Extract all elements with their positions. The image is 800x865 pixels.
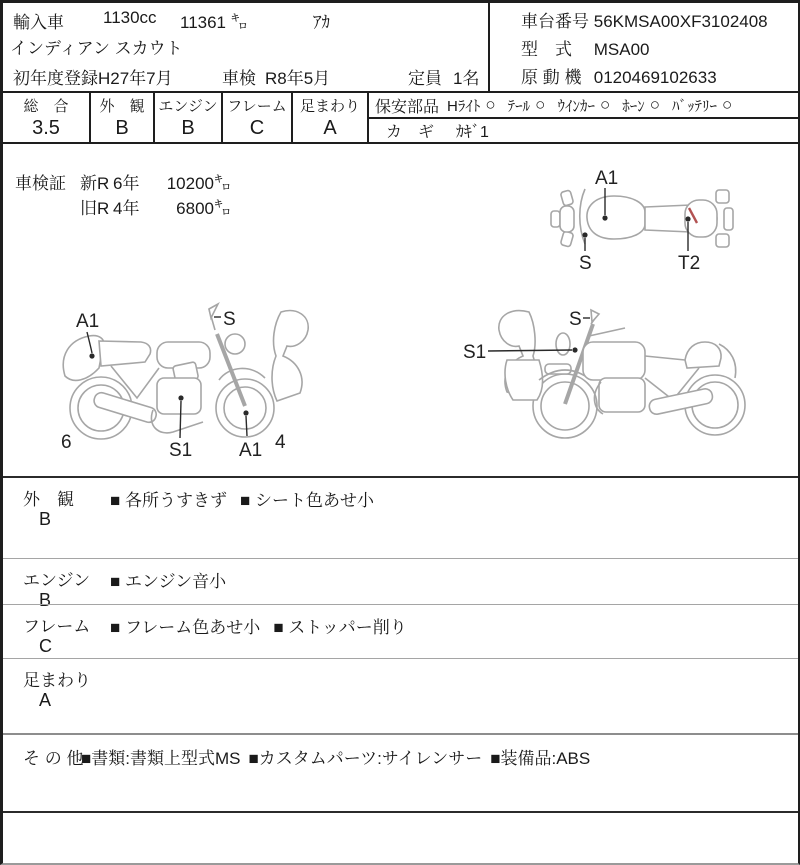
section-label: フレーム — [23, 617, 91, 636]
fender-top — [545, 364, 571, 374]
section-notes — [110, 567, 226, 592]
grade-exterior-value: B — [115, 117, 129, 139]
grade-undercarriage-value: A — [323, 117, 337, 139]
rear-peg-left — [716, 190, 729, 203]
front-hub — [551, 211, 560, 227]
seat-hump — [685, 342, 721, 368]
section-grade: A — [39, 690, 52, 710]
chassis-number: 56KMSA00XF3102408 — [593, 12, 768, 31]
mirror — [209, 304, 218, 318]
displacement: 1130cc — [103, 8, 157, 27]
section-notes — [81, 744, 590, 769]
mirror — [591, 310, 599, 322]
grade-exterior-label: 外 観 — [99, 98, 145, 115]
left-view-label-a1-front: A1 — [239, 440, 263, 461]
status-circle-icon: ○ — [485, 95, 496, 114]
section-other — [3, 733, 798, 811]
grade-table — [3, 91, 798, 144]
engine — [599, 378, 645, 412]
rear-cowl — [63, 336, 103, 381]
saddlebag — [505, 360, 543, 400]
grade-undercarriage — [293, 93, 369, 142]
safety-item-horn — [622, 95, 660, 116]
section-label: 外 観 — [23, 490, 74, 509]
tread-depth-front: 4 — [275, 432, 286, 453]
note-item: ■ シート色あせ小 — [240, 491, 374, 510]
cert-old-label: 旧R — [80, 199, 110, 218]
status-circle-icon: ○ — [535, 95, 546, 114]
safety-parts-label: 保安部品 — [375, 98, 440, 116]
rear-fender — [719, 344, 736, 378]
engine-no-value: 0120469102633 — [593, 68, 717, 87]
header-right — [488, 3, 798, 91]
model-name: インディアン スカウト — [10, 39, 183, 58]
key-value: ｶｷﾞ1 — [456, 124, 489, 141]
left-view-label-s1: S1 — [169, 440, 193, 461]
section-grade: B — [39, 590, 52, 610]
section-empty — [3, 811, 798, 865]
rear-peg-right — [716, 234, 729, 247]
left-view-body — [63, 304, 308, 439]
top-view-label-a1: A1 — [595, 168, 619, 189]
mirror-right — [560, 231, 573, 247]
header-left — [3, 3, 488, 91]
section-notes — [110, 613, 407, 638]
rear-end — [724, 208, 733, 230]
grade-frame — [223, 93, 293, 142]
safety-item-name: Hﾗｲﾄ — [447, 97, 481, 115]
seat — [99, 341, 151, 366]
inspection-label: 車検 — [222, 69, 256, 88]
engine-no-label: 原 動 機 — [521, 68, 582, 87]
safety-item-name: ｳｲﾝｶｰ — [557, 97, 595, 115]
cert-label: 車検証 — [15, 174, 66, 193]
capacity-value: 1名 — [453, 69, 480, 88]
safety-item-name: ﾊﾞｯﾃﾘｰ — [672, 97, 718, 115]
top-view-body — [551, 189, 733, 247]
section-engine — [3, 558, 798, 610]
grade-overall — [3, 93, 91, 142]
grade-engine-label: エンジン — [158, 98, 218, 115]
mirror-left — [560, 190, 573, 206]
section-label: エンジン — [23, 571, 91, 590]
safety-item-winker — [557, 95, 610, 116]
section-frame — [3, 604, 798, 658]
windscreen-cowl — [272, 311, 308, 401]
grade-engine-value: B — [181, 117, 195, 139]
status-circle-icon: ○ — [722, 95, 733, 114]
left-view-label-s: S — [223, 309, 236, 330]
key-label: カ ギ — [386, 124, 435, 141]
cert-new-year: 6年 — [113, 174, 140, 193]
vehicle-type: 輸入車 — [13, 13, 64, 32]
section-exterior — [3, 476, 798, 558]
left-view-label-a1-rear: A1 — [76, 311, 100, 332]
grade-exterior — [91, 93, 155, 142]
handlebar — [589, 328, 625, 336]
first-reg-value: H27年7月 — [98, 69, 173, 88]
safety-item-tail — [508, 95, 546, 116]
safety-parts-row — [369, 93, 798, 119]
chassis-row — [521, 7, 798, 31]
safety-item-name: ﾃｰﾙ — [507, 97, 531, 115]
chassis-label: 車台番号 — [521, 12, 589, 31]
key-row — [369, 119, 798, 142]
safety-item-headlight — [447, 95, 496, 116]
cert-new-km: 10200㌔ — [166, 174, 231, 193]
section-undercarriage — [3, 658, 798, 733]
section-grade: B — [39, 509, 52, 529]
engine — [157, 378, 201, 414]
model-code-value: MSA00 — [593, 40, 650, 59]
mileage: 11361 ㌔ — [180, 13, 248, 32]
note-item: ■ エンジン音小 — [110, 572, 227, 591]
grade-frame-label: フレーム — [227, 98, 287, 115]
right-view-body — [499, 310, 745, 438]
grade-undercarriage-label: 足まわり — [299, 98, 360, 115]
capacity-label: 定員 — [408, 69, 442, 88]
note-item: ■ 各所うすきず — [110, 491, 227, 510]
note-item: ■書類:書類上型式MS — [81, 749, 241, 768]
section-grade: C — [39, 636, 52, 656]
headlight — [556, 333, 570, 355]
cert-old-year: 4年 — [113, 199, 140, 218]
motorcycle-left-view-diagram — [45, 296, 321, 468]
section-notes — [110, 486, 374, 511]
top-view-label-s: S — [579, 253, 592, 274]
status-circle-icon: ○ — [649, 95, 661, 114]
headlight — [225, 334, 245, 354]
model-code-label: 型 式 — [521, 40, 572, 59]
fuel-tank — [583, 342, 645, 380]
note-item: ■ フレーム色あせ小 — [110, 618, 261, 637]
note-item: ■カスタムパーツ:サイレンサー — [248, 749, 483, 768]
motorcycle-right-view-diagram — [441, 298, 751, 448]
section-label: 足まわり — [23, 671, 91, 690]
safety-parts-block — [369, 93, 798, 142]
seat-line — [645, 356, 685, 360]
front-fender — [219, 368, 265, 380]
grade-overall-label: 総 合 — [23, 98, 69, 115]
top-view-label-t2: T2 — [678, 253, 701, 274]
fuel-tank — [587, 196, 645, 239]
note-item: ■ ストッパー削り — [273, 618, 407, 637]
inspection-value: R8年5月 — [265, 69, 331, 88]
note-item: ■装備品:ABS — [490, 749, 591, 768]
safety-item-battery — [672, 95, 732, 116]
section-label: そ の 他 — [23, 749, 84, 768]
cert-new-label: 新R — [80, 174, 110, 193]
status-circle-icon: ○ — [599, 95, 611, 114]
grade-overall-value: 3.5 — [32, 117, 60, 139]
right-view-label-s1: S1 — [463, 342, 487, 363]
tread-depth-rear: 6 — [61, 432, 72, 453]
right-view-label-s: S — [569, 309, 582, 330]
front-wheel — [560, 206, 574, 232]
first-reg-label: 初年度登録 — [13, 69, 98, 88]
cert-old-km: 6800㌔ — [176, 199, 231, 218]
safety-item-name: ﾎｰﾝ — [622, 97, 645, 115]
grade-engine — [155, 93, 223, 142]
color-code: ｱｶ — [313, 13, 330, 32]
grade-frame-value: C — [249, 117, 265, 139]
diagram-area — [3, 144, 798, 476]
engine-no-row — [521, 63, 798, 87]
motorcycle-top-view-diagram — [541, 163, 797, 275]
model-code-row — [521, 35, 798, 59]
